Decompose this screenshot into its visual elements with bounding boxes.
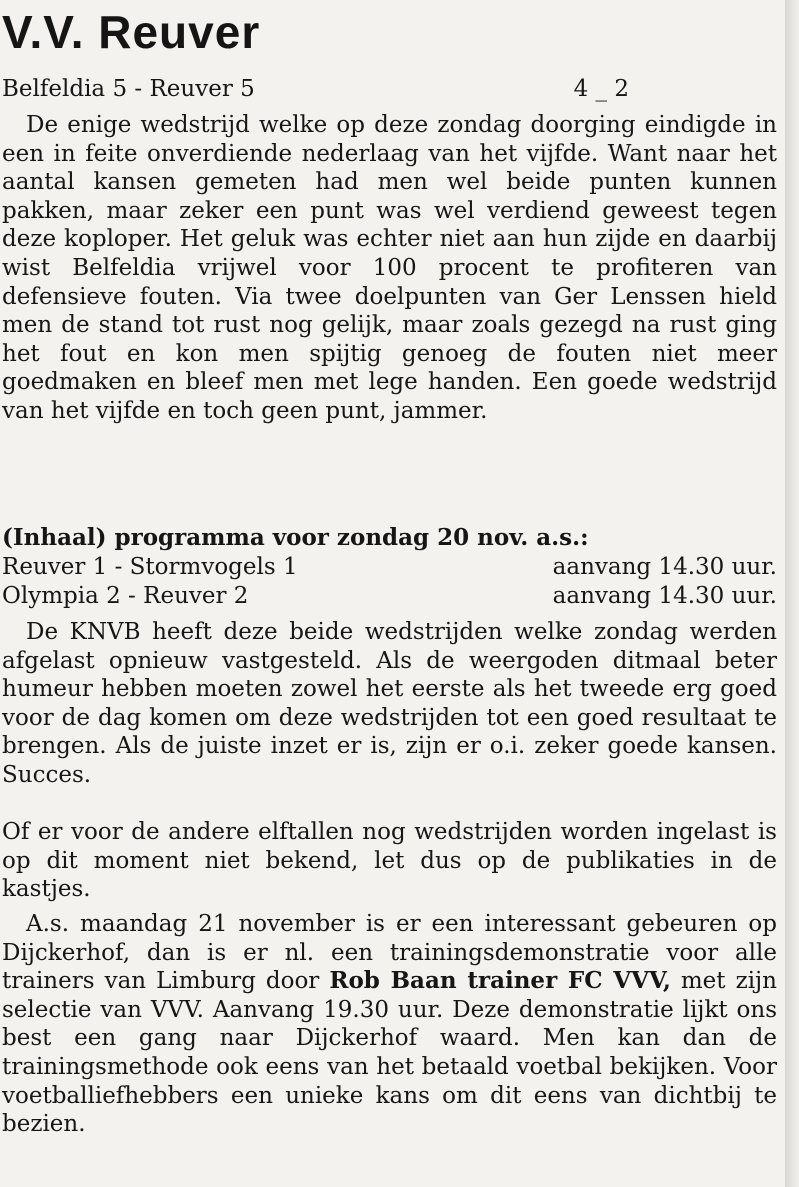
demonstration-paragraph: [2, 910, 777, 1139]
demonstration-details: met zijn selectie van VVV. Aanvang 19.30 uur. Deze demonstratie lijkt ons best een gang naar Dijckerhof waard. Men kan dan de trainingsmethode ook eens van het betaald voetbal bekijken. Voor voetballiefhebbers een unieke kans om dit eens van dichtbij te bezien.: [2, 968, 778, 1138]
other-teams-paragraph: Of er voor de andere elftallen nog wedstrijden worden ingelast is op dit moment niet bekend, let dus op de publikaties in de kastjes.: [2, 819, 777, 903]
program-heading: (Inhaal) programma voor zondag 20 nov. a.s.:: [2, 524, 589, 551]
page-edge-shadow: [785, 0, 799, 1187]
program-match: Olympia 2 - Reuver 2: [2, 583, 249, 609]
program-row: [2, 553, 777, 582]
match-report-paragraph: De enige wedstrijd welke op deze zondag doorging eindigde in een in feite onverdiende nederlaag van het vijfde. Want naar het aantal kansen gemeten had men wel beide punten kunnen pakken, maar zeker een punt was wel verdiend geweest tegen deze koploper. Het geluk was echter niet aan hun zijde en daarbij wist Belfeldia vrijwel voor 100 procent te profiteren van defensieve fouten. Via twee doelpunten van Ger Lenssen hield men de stand tot rust nog gelijk, maar zoals gezegd na rust ging het fout en kon men spijtig genoeg de fouten niet meer goedmaken en bleef men met lege handen. Een goede wedstrijd van het vijfde en toch geen punt, jammer.: [2, 112, 777, 424]
program-match: Reuver 1 - Stormvogels 1: [2, 554, 298, 580]
program-start-time: aanvang 14.30 uur.: [552, 583, 777, 609]
program-row: [2, 582, 777, 611]
knvb-paragraph: De KNVB heeft deze beide wedstrijden welke zondag werden afgelast opnieuw vastgesteld. Als de weergoden ditmaal beter humeur hebben moeten zowel het eerste als het tweede erg goed voor de dag komen om deze wedstrijden tot een goed resultaat te brengen. Als de juiste inzet er is, zijn er o.i. zeker goede kansen. Succes.: [2, 619, 777, 788]
match-score: 4 _ 2: [573, 76, 629, 102]
program-start-time: aanvang 14.30 uur.: [552, 554, 777, 580]
match-teams: Belfeldia 5 - Reuver 5: [2, 76, 255, 102]
match-result-line: [2, 74, 777, 104]
trainer-name: Rob Baan trainer FC VVV,: [329, 967, 671, 995]
article-title: V.V. Reuver: [2, 6, 261, 58]
demonstration-intro: A.s. maandag 21 november is er een interessant gebeuren op Dijckerhof, dan is er nl. een trainingsdemonstratie voor alle trainers van Limburg door: [2, 911, 777, 995]
